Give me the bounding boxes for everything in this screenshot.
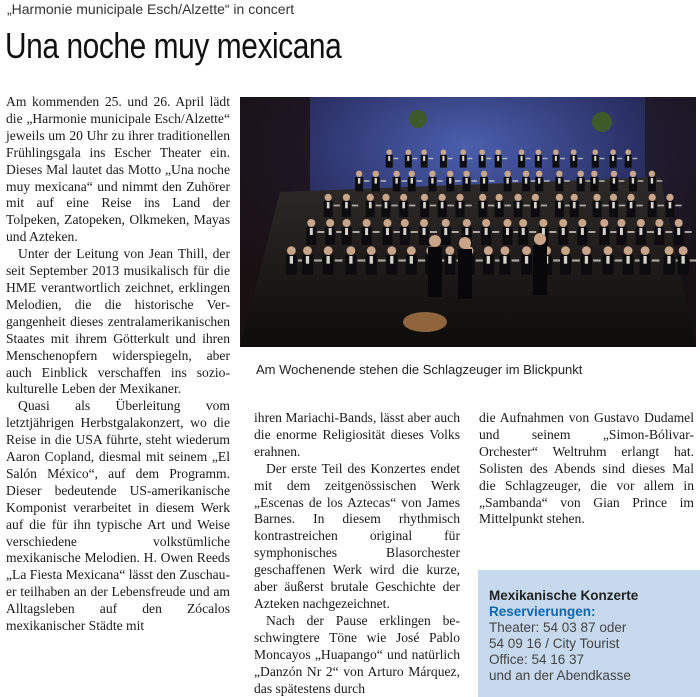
concert-info-box: [478, 570, 700, 697]
info-box-title: Mexikanische Konzerte: [489, 588, 639, 603]
info-box-subtitle: Reservierungen:: [489, 604, 596, 619]
info-box-line: und an der Abendkasse: [489, 668, 631, 683]
paragraph: ihren Mariachi-Bands, lässt aber auch die enorme Religiosität dieses Volks erahnen.: [254, 410, 460, 459]
orchestra-photo: [240, 97, 696, 347]
photo-caption: Am Wochenende stehen die Schlagzeuger im Blickpunkt: [256, 362, 583, 377]
article-kicker: „Harmonie municipale Esch/Alzette“ in concert: [7, 1, 295, 17]
orchestra-photo-image: [240, 97, 696, 347]
article-headline: Una noche muy mexicana: [5, 25, 342, 66]
article-column-2: [254, 410, 460, 697]
paragraph: Der erste Teil des Konzertes endet mit dem zeitgenössischen Werk „Escenas de los Aztecas“ von James Barnes. In diesem rhythmisch kontrastreichen original für symphonisches Blasorchester geschaffenen Werk wird die kurze, aber äußerst brutale Geschichte der Azteken nachgezeichnet.: [254, 460, 460, 611]
info-box-line: 54 09 16 / City Tourist: [489, 636, 620, 651]
paragraph: Nach der Pause erklingen beschwingtere Töne wie José Pablo Moncayos „Huapango“ und natürlich „Danzón Nr 2“ von Arturo Márquez, das spätestens durch: [254, 612, 460, 696]
paragraph: Unter der Leitung von Jean Thill, der seit September 2013 musikalisch für die HME verantwortlich zeichnet, erklingen Melodien, die die historische Vergangenheit dieses zentralamerikanischen Staates mit ihrem Götterkult und ihren Menschenopfern widerspiegeln, aber auch Einblick verschaffen ins soziokulturelle Leben der Mexikaner.: [6, 246, 230, 397]
info-box-line: Theater: 54 03 87 oder: [489, 620, 627, 635]
article-column-3: [479, 410, 694, 528]
article-column-1: [6, 94, 230, 635]
info-box-line: Office: 54 16 37: [489, 652, 585, 667]
paragraph: Quasi als Überleitung vom letztjährigen Herbstgalakonzert, wo die Reise in die USA führte, steht wiederum Aaron Copland, diesmal mit seinem „El Salón México“, auf dem Programm. Dieser bedeutende US-amerikanische Komponist verarbeitet in diesem Werk auf die für ihn typische Art und Weise verschiedene volkstümliche mexikanische Melodien. H. Owen Reeds „La Fiesta Mexicana“ lässt den Zuschauer teilhaben an der Lebensfreude und am Alltagsleben auf den Zócalos mexikanischer Städte mit: [6, 398, 230, 634]
paragraph: Am kommenden 25. und 26. April lädt die „Harmonie municipale Esch/Alzette“ jeweils um 20 Uhr zu ihrer traditionellen Frühlingsgala ins Escher Theater ein. Dieses Mal lautet das Motto „Una noche muy mexicana“ und nimmt den Zuhörer mit auf eine Reise ins Land der Tolpeken, Zatopeken, Olkmeken, Mayas und Azteken.: [6, 94, 230, 245]
paragraph: die Aufnahmen von Gustavo Dudamel und seinem „Simon-Bólivar-Orchester“ Weltruhm erlangt hat. Solisten des Abends sind dieses Mal die Schlagzeuger, die vor allem in „Sambanda“ von Gian Prince im Mittelpunkt stehen.: [479, 410, 694, 527]
